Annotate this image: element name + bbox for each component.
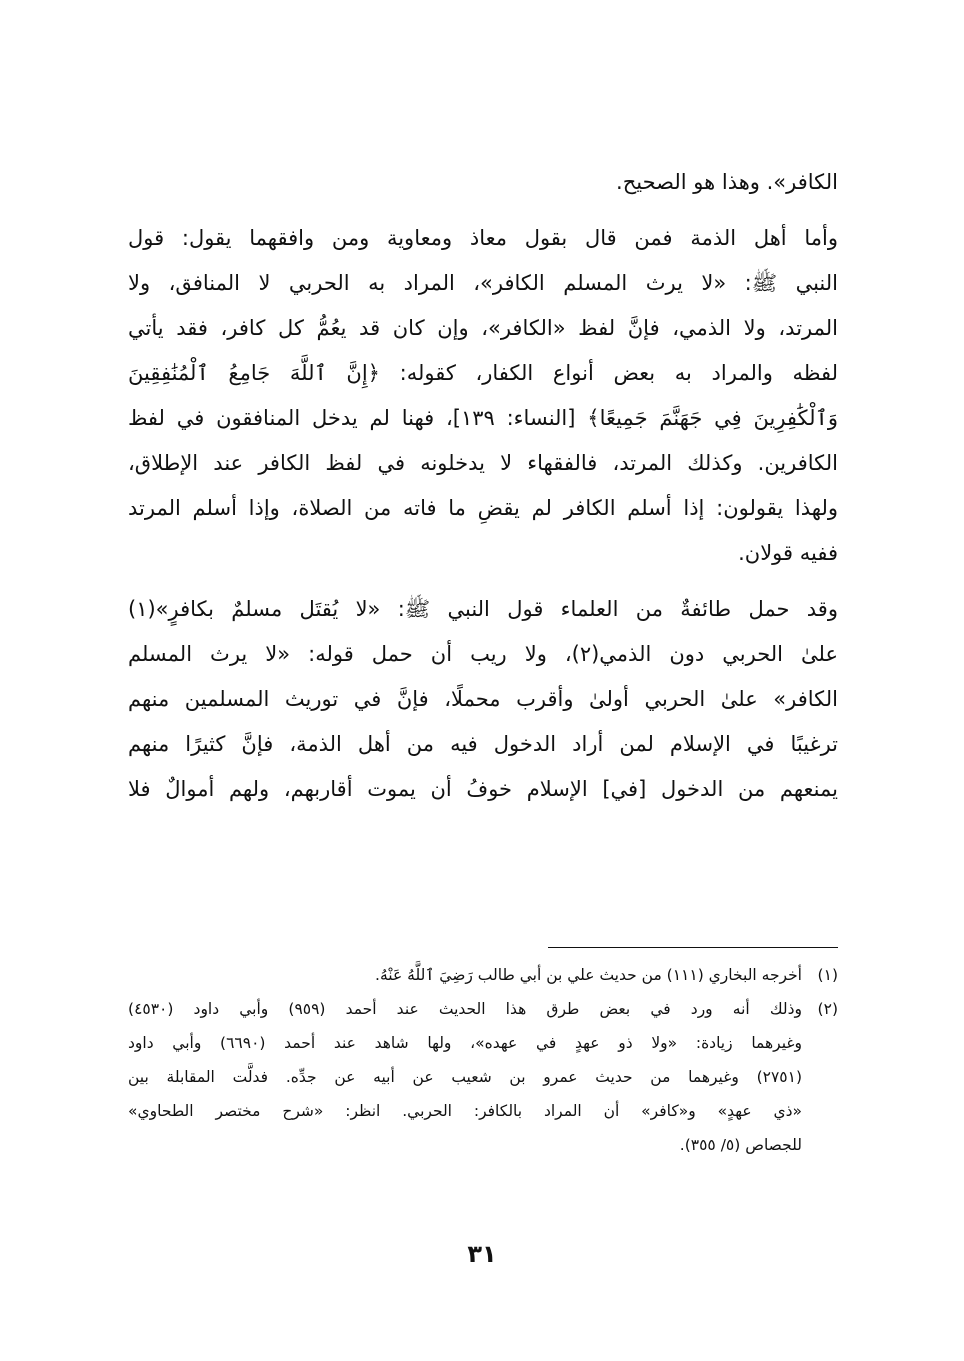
footnote-text: (٢٧٥١) وغيرهما من حديث عمرو بن شعيب عن أبيه عن جدِّه. فدلَّت المقابلة بين (128, 1068, 802, 1086)
footnote-text: للجصاص (٥/ ٣٥٥). (679, 1136, 802, 1154)
paragraph-line: وقد حمل طائفةٌ من العلماء قول النبي ﷺ: «لا يُقتَل مسلمٌ بكافرٍ»(١) (128, 597, 838, 621)
paragraph-line: لفظه والمراد به بعض أنواع الكفار، كقوله: ﴿إِنَّ ٱللَّهَ جَامِعُ ٱلْمُنَٰفِقِينَ (128, 361, 838, 385)
paragraph-line: الكافر». وهذا هو الصحيح. (616, 170, 838, 194)
footnote-text: أخرجه البخاري (١١١) من حديث علي بن أبي طالب رَضِيَ ٱللَّهُ عَنْهُ. (375, 966, 802, 984)
paragraph-line: علىٰ الحربي دون الذمي(٢)، ولا ريب أن حمل قوله: «لا يرث المسلم (128, 642, 838, 666)
main-text (128, 160, 838, 812)
page-number: ٣١ (467, 1240, 497, 1268)
footnote-text: «ذي عهدٍ» و«كافر» أن المراد بالكافر: الحربي. انظر: «شرح مختصر الطحاوي» (128, 1102, 802, 1120)
paragraph-line: يمنعهم من الدخول [في] الإسلام خوفُ أن يموت أقاربهم، ولهم أموالٌ فلا (128, 777, 838, 801)
paragraph-line: وأما أهل الذمة فمن قال بقول معاذ ومعاوية ومن وافقهما يقول: قول (128, 226, 838, 250)
footnotes (128, 958, 838, 1162)
paragraph-line: المرتد، ولا الذمي، فإنَّ لفظ «الكافر»، وإن كان قد يعُمُّ كل كافر، فقد يأتي (128, 316, 838, 340)
paragraph-line: وَٱلْكَٰفِرِينَ فِي جَهَنَّمَ جَمِيعًا﴾ [النساء: ١٣٩]، فهنا لم يدخل المنافقون في لفظ (128, 406, 838, 430)
paragraph-line: النبي ﷺ: «لا يرث المسلم الكافر»، المراد به الحربي لا المنافق، ولا (128, 271, 838, 295)
footnote-2 (128, 992, 838, 1026)
footnote-number: (١) (817, 966, 838, 984)
footnote-number: (٢) (817, 1000, 838, 1018)
paragraph-line: ولهذا يقولون: إذا أسلم الكافر لم يقضِ ما فاته من الصلاة، وإذا أسلم المرتد (128, 496, 838, 520)
footnote-text: وذلك أنه ورد في بعض طرق هذا الحديث عند أحمد (٩٥٩) وأبي داود (٤٥٣٠) (128, 1000, 802, 1018)
footnote-text: وغيرهما زيادة: «ولا ذو عهدٍ في عهده»، ولها شاهد عند أحمد (٦٦٩٠) وأبي داود (128, 1034, 802, 1052)
footnote-separator (548, 947, 838, 948)
paragraph-line: ففيه قولان. (738, 541, 838, 565)
paragraph-line: ترغيبًا في الإسلام لمن أراد الدخول فيه من أهل الذمة، فإنَّ كثيرًا منهم (128, 732, 838, 756)
paragraph-line: الكافر» علىٰ الحربي أولىٰ وأقرب محملًا، فإنَّ في توريث المسلمين منهم (128, 687, 838, 711)
footnote-1 (128, 958, 838, 992)
paragraph-line: الكافرين. وكذلك المرتد، فالفقهاء لا يدخلونه في لفظ الكافر عند الإطلاق، (128, 451, 838, 475)
